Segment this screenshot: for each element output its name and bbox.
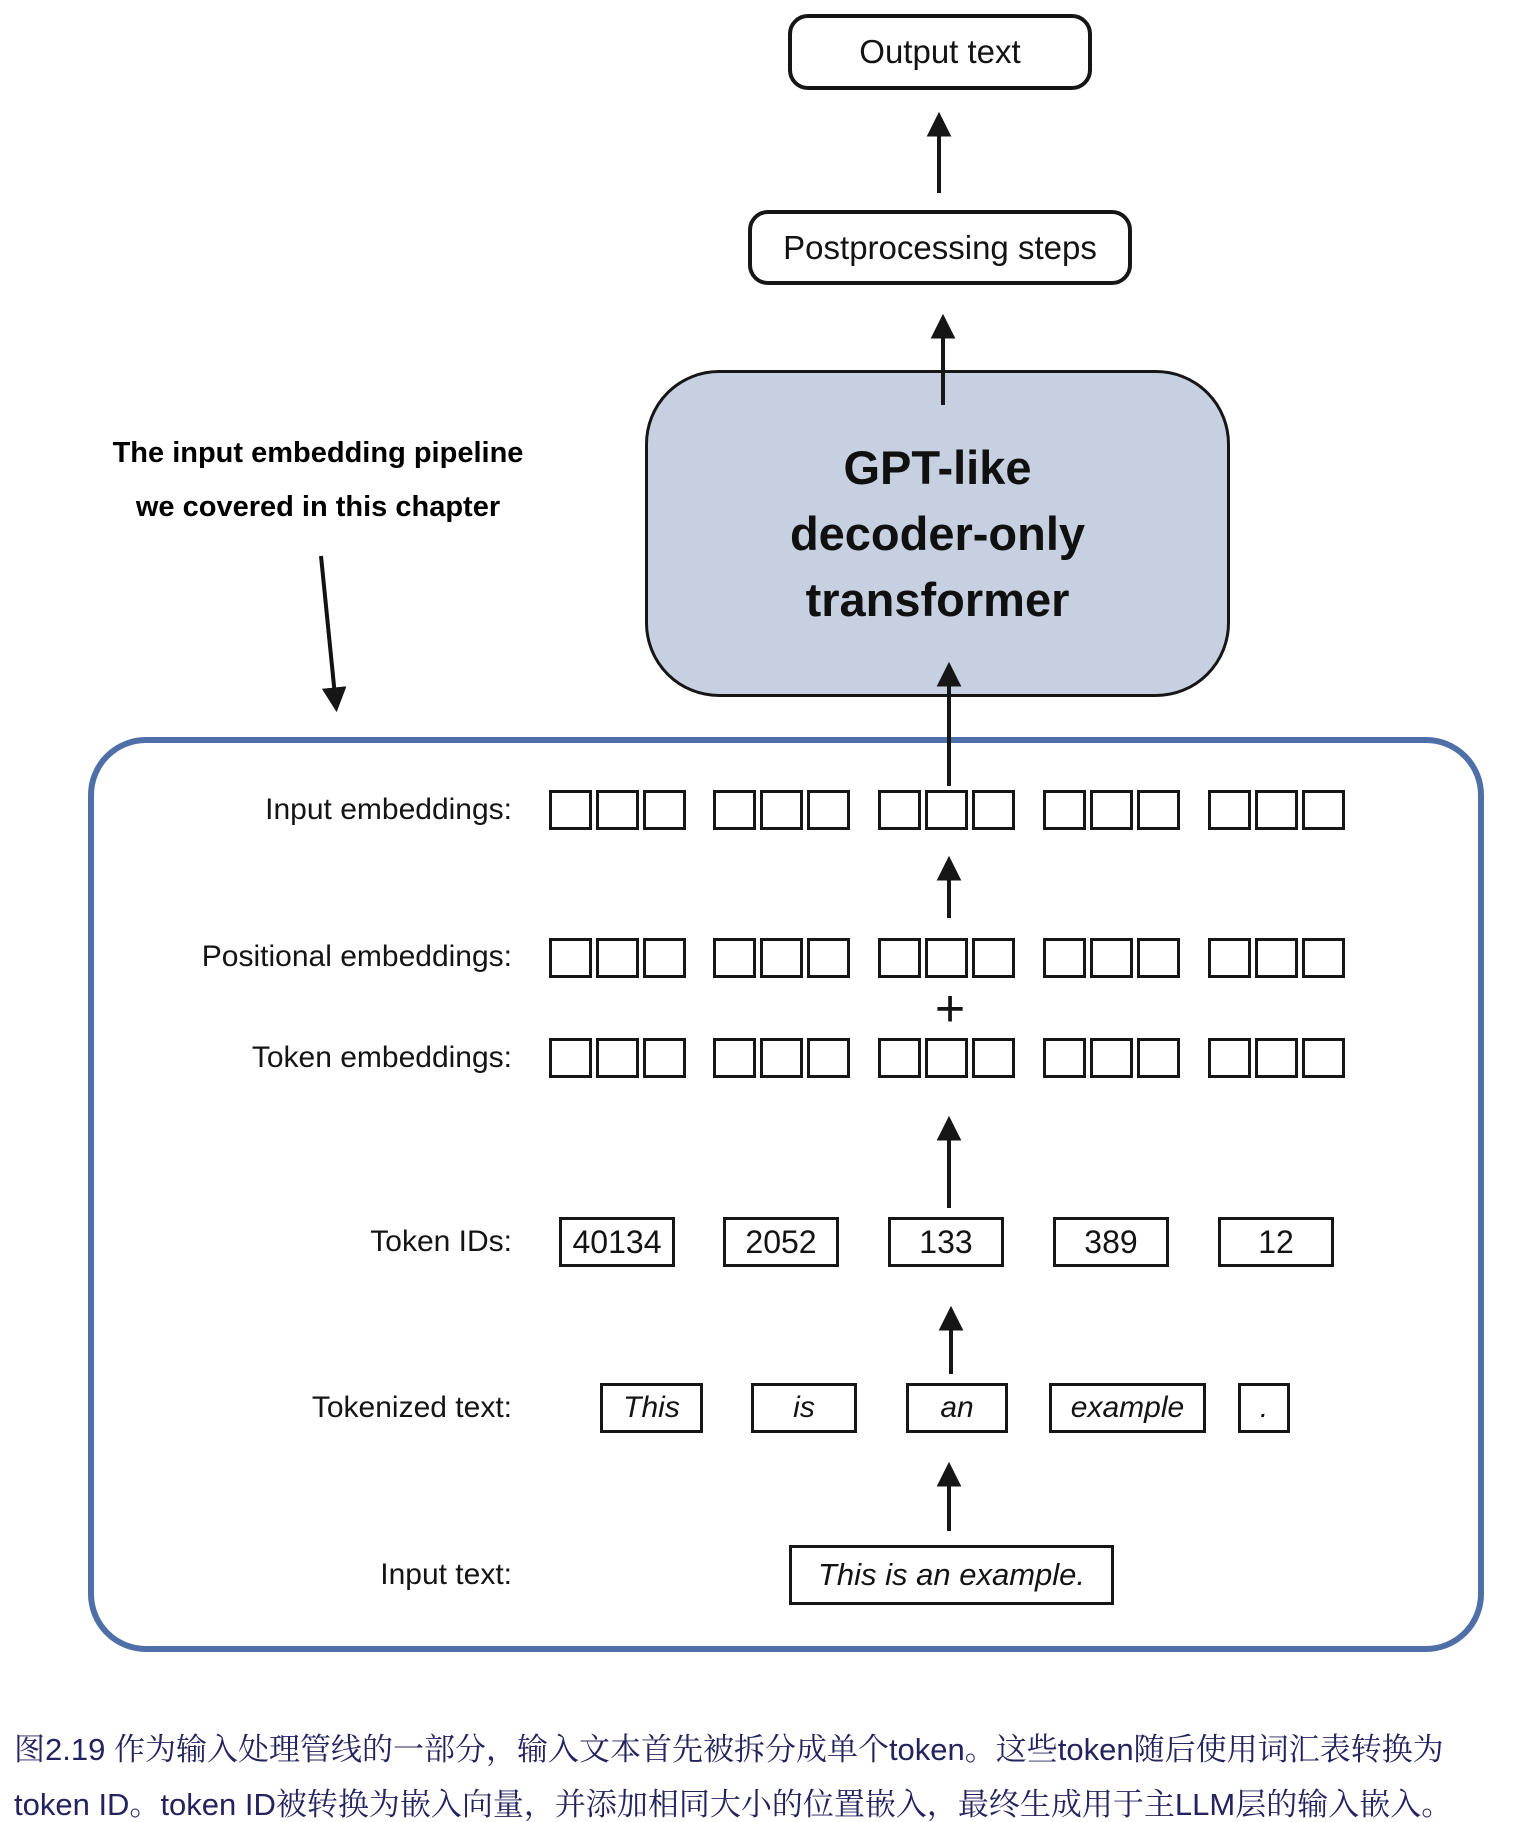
embedding-cell	[1137, 790, 1180, 830]
positional-embeddings-label: Positional embeddings:	[201, 940, 512, 973]
embedding-cell	[549, 1038, 592, 1078]
token-embeddings-row	[0, 1038, 1514, 1078]
embedding-cell	[549, 790, 592, 830]
embedding-cell	[760, 790, 803, 830]
embedding-cell	[1137, 1038, 1180, 1078]
embedding-cell	[972, 938, 1015, 978]
embedding-cell	[1090, 1038, 1133, 1078]
annotation-arrow-icon	[321, 556, 336, 706]
annotation-line1: The input embedding pipeline	[112, 437, 524, 469]
embedding-cell	[925, 1038, 968, 1078]
embedding-cell	[925, 790, 968, 830]
token-id-box: 389	[1053, 1217, 1169, 1267]
embedding-cell	[1043, 938, 1086, 978]
embedding-cell	[1043, 790, 1086, 830]
token-id-box: 2052	[723, 1217, 839, 1267]
embedding-cell	[596, 1038, 639, 1078]
output-text-label: Output text	[859, 33, 1021, 70]
embedding-cell	[1302, 790, 1345, 830]
embedding-vector	[549, 1038, 686, 1078]
output-text-box	[788, 14, 1092, 90]
embedding-cell	[713, 790, 756, 830]
embedding-cell	[596, 790, 639, 830]
input-embedding-pipeline-frame	[88, 737, 1484, 1652]
gpt-box-line1: GPT-like	[843, 440, 1032, 494]
embedding-cell	[878, 1038, 921, 1078]
input-text-value: This is an example.	[817, 1557, 1086, 1592]
annotation-line2: we covered in this chapter	[135, 491, 501, 523]
embedding-vector	[549, 938, 686, 978]
gpt-transformer-box	[645, 370, 1230, 697]
embedding-cell	[1090, 938, 1133, 978]
embedding-cell	[972, 790, 1015, 830]
embedding-vector	[878, 938, 1015, 978]
embedding-vector	[878, 1038, 1015, 1078]
embedding-vector	[713, 790, 850, 830]
input-text-label: Input text:	[380, 1558, 512, 1591]
token-id-box: 12	[1218, 1217, 1334, 1267]
embedding-vector	[713, 938, 850, 978]
embedding-cell	[643, 790, 686, 830]
embedding-cell	[1090, 790, 1133, 830]
caption-line1: 图2.19 作为输入处理管线的一部分，输入文本首先被拆分成单个token。这些token随后使用词汇表转换为	[14, 1732, 1444, 1767]
embedding-cell	[713, 1038, 756, 1078]
embedding-cell	[972, 1038, 1015, 1078]
embedding-vector	[1043, 938, 1180, 978]
input-embeddings-label: Input embeddings:	[265, 793, 512, 826]
embedding-cell	[807, 790, 850, 830]
embedding-vector	[878, 790, 1015, 830]
positional-embeddings-row	[0, 938, 1514, 978]
token-box: example	[1049, 1383, 1206, 1433]
plus-sign: +	[934, 980, 966, 1038]
embedding-cell	[1137, 938, 1180, 978]
embedding-cell	[878, 790, 921, 830]
embedding-cell	[549, 938, 592, 978]
embedding-cell	[1043, 1038, 1086, 1078]
embedding-cell	[1255, 1038, 1298, 1078]
embedding-cell	[1302, 938, 1345, 978]
gpt-box-line3: transformer	[805, 572, 1070, 626]
embedding-cell	[1208, 938, 1251, 978]
embedding-vector	[1208, 1038, 1345, 1078]
embedding-vector	[1208, 938, 1345, 978]
embedding-cell	[1302, 1038, 1345, 1078]
embedding-cell	[760, 938, 803, 978]
embedding-cell	[1208, 1038, 1251, 1078]
embedding-vector	[1043, 790, 1180, 830]
embedding-cell	[596, 938, 639, 978]
figure-caption	[14, 1722, 1508, 1822]
postprocessing-steps-label: Postprocessing steps	[783, 228, 1097, 266]
embedding-cell	[807, 938, 850, 978]
tokenized-text-label: Tokenized text:	[311, 1391, 512, 1424]
postprocessing-steps-box	[748, 210, 1132, 285]
embedding-vector	[1043, 1038, 1180, 1078]
token-box: is	[751, 1383, 857, 1433]
embedding-cell	[643, 1038, 686, 1078]
token-id-box: 133	[888, 1217, 1004, 1267]
embedding-cell	[1208, 790, 1251, 830]
gpt-box-line2: decoder-only	[789, 506, 1086, 560]
token-box: This	[600, 1383, 703, 1433]
embedding-cell	[1255, 938, 1298, 978]
input-text-box	[789, 1545, 1114, 1605]
token-box: an	[906, 1383, 1008, 1433]
embedding-cell	[807, 1038, 850, 1078]
embedding-cell	[925, 938, 968, 978]
token-box: .	[1238, 1383, 1290, 1433]
embedding-cell	[713, 938, 756, 978]
embedding-vector	[713, 1038, 850, 1078]
embedding-cell	[878, 938, 921, 978]
embedding-cell	[760, 1038, 803, 1078]
embedding-cell	[1255, 790, 1298, 830]
caption-line2: token ID。token ID被转换为嵌入向量，并添加相同大小的位置嵌入，最终生成用于主LLM层的输入嵌入。	[14, 1787, 1453, 1822]
embedding-vector	[1208, 790, 1345, 830]
token-id-box: 40134	[559, 1217, 675, 1267]
token-embeddings-label: Token embeddings:	[251, 1041, 512, 1074]
embedding-vector	[549, 790, 686, 830]
pipeline-annotation	[93, 426, 543, 534]
embedding-cell	[643, 938, 686, 978]
token-ids-label: Token IDs:	[370, 1225, 512, 1258]
input-embeddings-row	[0, 790, 1514, 830]
